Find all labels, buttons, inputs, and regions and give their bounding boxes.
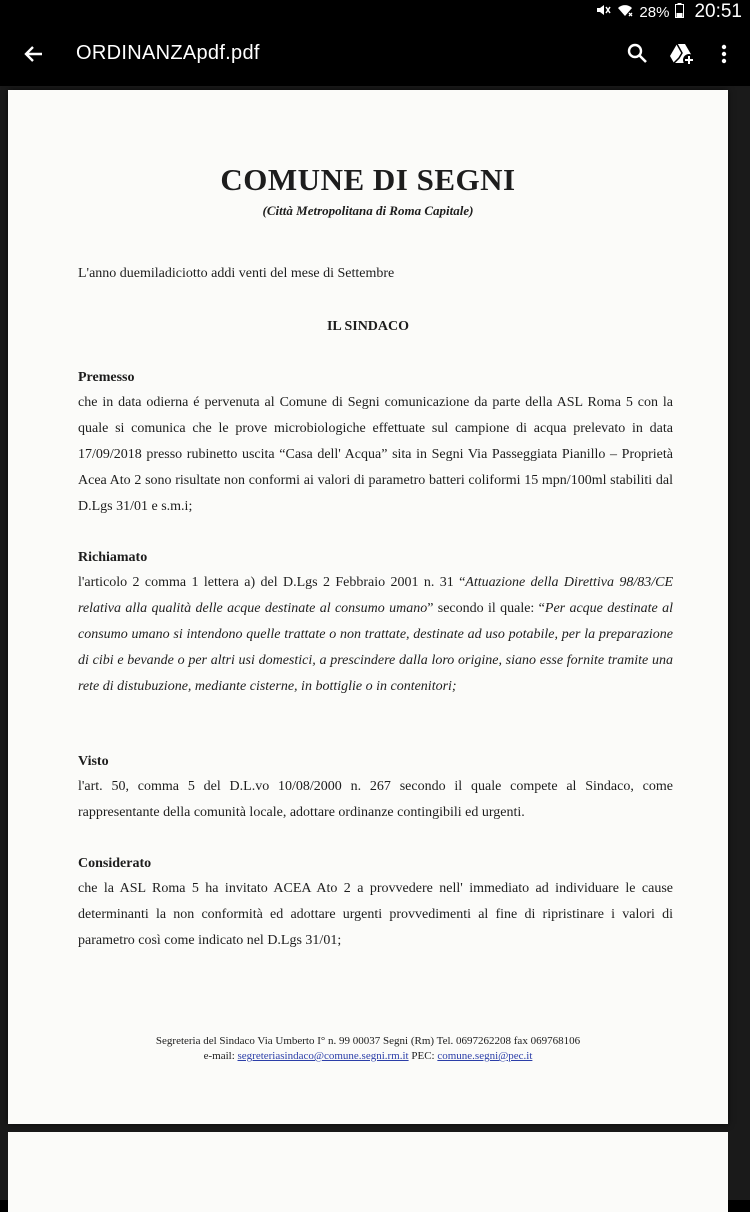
role-heading: IL SINDACO xyxy=(326,319,410,334)
back-arrow-icon[interactable] xyxy=(20,40,48,68)
section-visto xyxy=(78,754,673,826)
intro-line: L'anno duemiladiciotto addi venti del mese di Settembre xyxy=(78,266,395,281)
status-bar xyxy=(0,0,750,24)
more-vert-icon[interactable] xyxy=(710,40,738,68)
clock: 20:51 xyxy=(694,1,742,22)
pdf-viewer[interactable] xyxy=(0,86,750,1200)
section-richiamato xyxy=(78,550,673,700)
body-text: l'articolo 2 comma 1 lettera a) del D.Lgs 2 Febbraio 2001 n. 31 “ xyxy=(78,575,466,590)
wifi-icon xyxy=(617,3,633,21)
body-text: ” secondo il quale: “ xyxy=(427,601,545,616)
section-body: l'art. 50, comma 5 del D.L.vo 10/08/2000 n. 267 secondo il quale compete al Sindaco, come rappresentante della comunità locale, adottare ordinanze contingibili ed urgenti. xyxy=(78,779,673,820)
mute-icon xyxy=(595,3,611,21)
section-body xyxy=(78,570,673,700)
section-considerato xyxy=(78,856,673,954)
page-title: COMUNE DI SEGNI xyxy=(220,162,516,197)
footer-contacts xyxy=(8,1049,728,1064)
body-italic-text: Attuazione della Direttiva 98/83/CE relativa alla qualità delle acque destinate al consumo umano xyxy=(78,575,673,616)
pec-link[interactable]: comune.segni@pec.it xyxy=(437,1050,533,1062)
email-link[interactable]: segreteriasindaco@comune.segni.rm.it xyxy=(237,1050,409,1062)
section-heading: Visto xyxy=(78,754,109,769)
next-pdf-page[interactable] xyxy=(8,1132,728,1212)
body-italic-text: Per acque destinate al consumo umano si intendono quelle trattate o non trattate, destinate ad uso potabile, per la preparazione di cibi e bevande o per altri usi domestici, a prescindere dalla loro origine, siano esse fornite tramite una rete di distubuzione, mediante cisterne, in bottiglie o in contenitori; xyxy=(78,601,674,694)
pec-label: PEC: xyxy=(408,1050,438,1062)
page-subtitle: (Città Metropolitana di Roma Capitale) xyxy=(262,203,474,218)
pdf-page[interactable] xyxy=(8,90,728,1124)
status-indicators xyxy=(595,0,742,24)
email-label: e-mail: xyxy=(203,1050,238,1062)
section-body: che la ASL Roma 5 ha invitato ACEA Ato 2 a provvedere nell' immediato ad individuare le cause determinanti la non conformità ed adottare urgenti provvedimenti al fine di ripristinare i valori di parametro così come indicato nel D.Lgs 31/01; xyxy=(78,881,673,948)
section-heading: Premesso xyxy=(78,370,135,385)
section-premesso xyxy=(78,370,673,520)
footer-address: Segreteria del Sindaco Via Umberto I° n. 99 00037 Segni (Rm) Tel. 0697262208 fax 069768106 xyxy=(155,1035,581,1047)
page-footer xyxy=(8,1034,728,1064)
battery-percent: 28% xyxy=(639,3,670,21)
drive-add-icon[interactable] xyxy=(668,40,696,68)
section-heading: Richiamato xyxy=(78,550,148,565)
section-heading: Considerato xyxy=(78,856,152,871)
app-bar xyxy=(0,24,750,86)
file-title: ORDINANZApdf.pdf xyxy=(76,42,260,64)
search-icon[interactable] xyxy=(624,40,652,68)
battery-icon xyxy=(675,3,684,22)
section-body: che in data odierna é pervenuta al Comune di Segni comunicazione da parte della ASL Roma 5 con la quale si comunica che le prove microbiologiche effettuate sul campione di acqua prelevato in data 17/09/2018 presso rubinetto uscita “Casa dell' Acqua” sita in Segni Via Passeggiata Pianillo – Proprietà Acea Ato 2 sono risultate non conformi ai valori di parametro batteri coliformi 15 mpn/100ml stabiliti dal D.Lgs 31/01 e s.m.i; xyxy=(78,395,673,514)
